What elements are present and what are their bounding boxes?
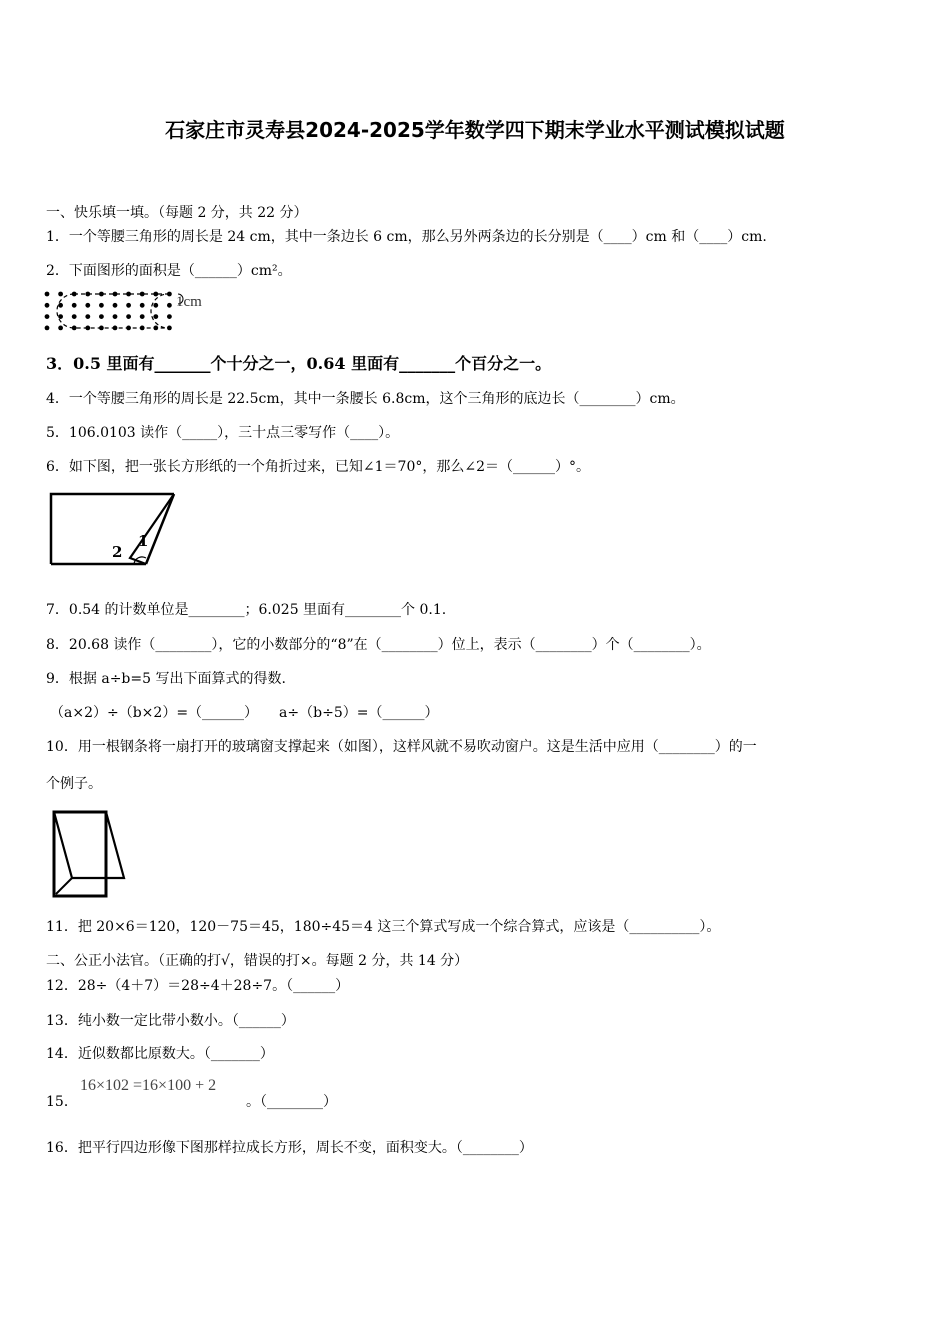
- grid-dot: [167, 326, 172, 331]
- question-2: 2．下面图形的面积是（______）cm²。: [46, 263, 292, 279]
- grid-dot: [85, 303, 90, 308]
- question-5: 5．106.0103 读作（_____），三十点三零写作（____）。: [46, 425, 400, 441]
- grid-dot: [58, 292, 63, 297]
- grid-dot: [167, 314, 172, 319]
- grid-dot: [85, 314, 90, 319]
- grid-dot: [140, 303, 145, 308]
- dot-grid-figure: [40, 288, 230, 340]
- question-10-line-1: 10．用一根钢条将一扇打开的玻璃窗支撑起来（如图），这样风就不易吹动窗户。这是生活中应用（________）的一: [46, 739, 757, 755]
- grid-dot: [72, 303, 77, 308]
- section-1-heading: 一、快乐填一填。（每题 2 分，共 22 分）: [46, 205, 308, 221]
- grid-dot: [126, 303, 131, 308]
- folded-paper-figure: [46, 488, 180, 568]
- question-8: 8．20.68 读作（________），它的小数部分的“8”在（________）位上，表示（________）个（________）。: [46, 637, 711, 653]
- grid-dot: [58, 326, 63, 331]
- page-title: 石家庄市灵寿县2024-2025学年数学四下期末学业水平测试模拟试题: [165, 118, 785, 142]
- grid-dot: [45, 326, 50, 331]
- question-9-items: （a×2）÷（b×2）=（______） a÷（b÷5）=（______）: [50, 705, 439, 721]
- grid-dot: [58, 303, 63, 308]
- section-2-heading: 二、公正小法官。（正确的打√，错误的打×。每题 2 分，共 14 分）: [46, 953, 469, 969]
- grid-dot: [113, 314, 118, 319]
- grid-dot: [45, 314, 50, 319]
- question-1: 1．一个等腰三角形的周长是 24 cm，其中一条边长 6 cm，那么另外两条边的长分别是（____）cm 和（____）cm.: [46, 229, 767, 245]
- question-16: 16．把平行四边形像下图那样拉成长方形，周长不变，面积变大。（________）: [46, 1140, 533, 1156]
- question-15-formula: 16×102 =16×100 + 2: [80, 1077, 217, 1094]
- question-13: 13．纯小数一定比带小数小。（______）: [46, 1013, 295, 1029]
- question-15-number: 15．: [46, 1094, 78, 1110]
- grid-dot: [72, 314, 77, 319]
- grid-dot: [58, 314, 63, 319]
- grid-dot: [113, 303, 118, 308]
- question-11: 11．把 20×6＝120，120－75＝45，180÷45＝4 这三个算式写成一个综合算式，应该是（__________）。: [46, 919, 721, 935]
- question-10-line-2: 个例子。: [46, 776, 102, 792]
- question-6: 6．如下图，把一张长方形纸的一个角折过来，已知∠1＝70°，那么∠2＝（______）°。: [46, 459, 590, 475]
- question-14: 14．近似数都比原数大。（_______）: [46, 1046, 274, 1062]
- question-7: 7．0.54 的计数单位是________；6.025 里面有________个 0.1.: [46, 602, 447, 618]
- grid-dot: [126, 314, 131, 319]
- grid-dot: [167, 303, 172, 308]
- angle-2-label: 2: [112, 543, 123, 561]
- question-15-answer: 。（________）: [246, 1094, 337, 1110]
- dot-grid-label: 1cm: [176, 294, 202, 310]
- grid-dot: [153, 303, 158, 308]
- grid-dot: [99, 314, 104, 319]
- question-9: 9．根据 a÷b=5 写出下面算式的得数.: [46, 671, 286, 687]
- grid-dot: [140, 314, 145, 319]
- question-12: 12．28÷（4＋7）＝28÷4＋28÷7。（______）: [46, 978, 350, 994]
- grid-dot: [153, 314, 158, 319]
- grid-dot: [99, 303, 104, 308]
- grid-dot: [45, 292, 50, 297]
- question-3: 3．0.5 里面有_______个十分之一，0.64 里面有_______个百分之一。: [46, 354, 552, 373]
- grid-dot: [45, 303, 50, 308]
- question-4: 4．一个等腰三角形的周长是 22.5cm，其中一条腰长 6.8cm，这个三角形的底边长（________）cm。: [46, 391, 685, 407]
- angle-1-label: 1: [138, 532, 149, 550]
- window-figure: [48, 808, 128, 900]
